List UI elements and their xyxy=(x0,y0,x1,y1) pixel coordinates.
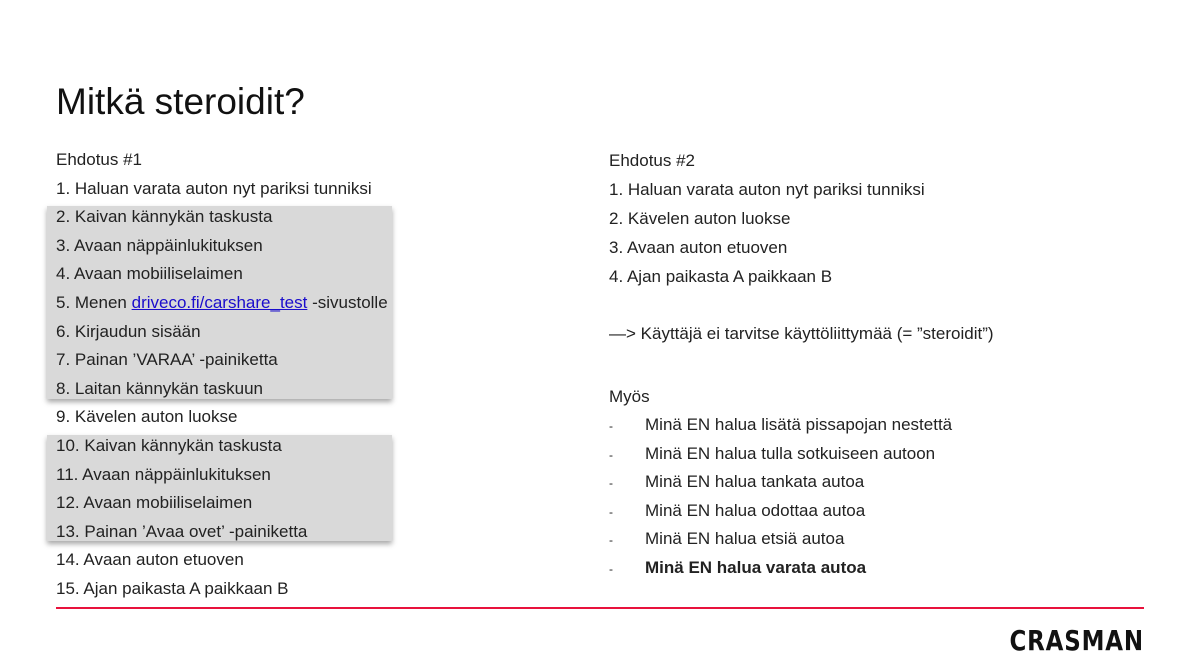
driveco-link[interactable]: driveco.fi/carshare_test xyxy=(131,292,308,312)
proposal-2-step-3: 3. Avaan auton etuoven xyxy=(609,238,788,257)
proposal-1-step-15: 15. Ajan paikasta A paikkaan B xyxy=(56,578,289,598)
proposal-1-step-8: 8. Laitan kännykän taskuun xyxy=(56,378,263,398)
proposal-2-column xyxy=(609,146,1169,583)
footer-divider xyxy=(56,607,1144,609)
proposal-1-heading: Ehdotus #1 xyxy=(56,150,143,169)
proposal-1-step-3: 3. Avaan näppäinlukituksen xyxy=(56,235,263,255)
also-bullet-list xyxy=(609,411,1169,583)
also-heading: Myös xyxy=(609,387,650,406)
bullet-dash: - xyxy=(609,447,613,462)
proposal-2-step-4: 4. Ajan paikasta A paikkaan B xyxy=(609,267,833,286)
bullet-dash: - xyxy=(609,476,613,491)
also-bullet-text: Minä EN halua tankata autoa xyxy=(645,472,865,492)
bullet-dash: - xyxy=(609,504,613,519)
crasman-logo: CRASMAN xyxy=(1009,624,1144,657)
proposal-1-step-14: 14. Avaan auton etuoven xyxy=(56,550,244,570)
proposal-1-step-4: 4. Avaan mobiiliselaimen xyxy=(56,264,243,284)
proposal-1-column xyxy=(56,146,436,604)
proposal-1-step-13: 13. Painan ’Avaa ovet’ -painiketta xyxy=(56,521,308,541)
also-bullet-item xyxy=(609,468,1169,497)
also-bullet-text: Minä EN halua tulla sotkuiseen autoon xyxy=(645,443,936,463)
proposal-1-step-12: 12. Avaan mobiiliselaimen xyxy=(56,493,253,513)
step-5-suffix: -sivustolle xyxy=(307,292,388,312)
proposal-1-step-7: 7. Painan ’VARAA’ -painiketta xyxy=(56,350,278,370)
proposal-2-step-2: 2. Kävelen auton luokse xyxy=(609,209,791,228)
also-bullet-item xyxy=(609,497,1169,526)
proposal-2-conclusion: —> Käyttäjä ei tarvitse käyttöliittymää (= ”steroidit”) xyxy=(609,324,994,343)
step-5-prefix: 5. Menen xyxy=(56,292,132,312)
proposal-1-step-10: 10. Kaivan kännykän taskusta xyxy=(56,435,282,455)
bullet-dash: - xyxy=(609,419,613,433)
also-bullet-item xyxy=(609,411,1169,440)
proposal-1-step-9: 9. Kävelen auton luokse xyxy=(56,407,238,427)
also-bullet-item xyxy=(609,525,1169,554)
also-bullet-item xyxy=(609,554,1169,583)
also-bullet-text: Minä EN halua etsiä autoa xyxy=(645,529,845,549)
proposal-1-step-6: 6. Kirjaudun sisään xyxy=(56,321,201,341)
bullet-dash: - xyxy=(609,533,613,548)
also-bullet-text: Minä EN halua odottaa autoa xyxy=(645,500,866,520)
proposal-1-step-1: 1. Haluan varata auton nyt pariksi tunniksi xyxy=(56,178,372,198)
proposal-2-step-1: 1. Haluan varata auton nyt pariksi tunniksi xyxy=(609,180,925,199)
bullet-dash: - xyxy=(609,561,613,576)
also-bullet-text: Minä EN halua varata autoa xyxy=(645,557,867,577)
proposal-1-step-2: 2. Kaivan kännykän taskusta xyxy=(56,207,273,227)
also-bullet-item xyxy=(609,440,1169,469)
page-title: Mitkä steroidit? xyxy=(56,81,305,122)
proposal-1-step-5 xyxy=(56,289,436,318)
also-bullet-text: Minä EN halua lisätä pissapojan nestettä xyxy=(645,415,953,434)
proposal-1-step-11: 11. Avaan näppäinlukituksen xyxy=(56,464,271,484)
proposal-2-heading: Ehdotus #2 xyxy=(609,151,696,170)
